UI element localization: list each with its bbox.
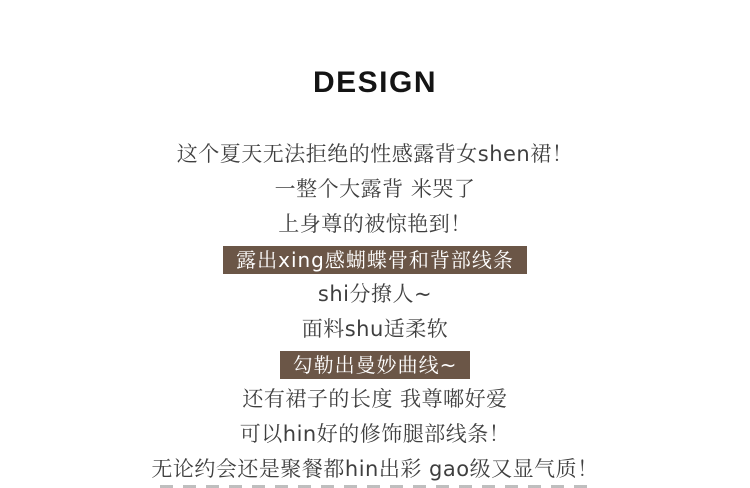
description-line [0, 137, 750, 172]
description-line [0, 312, 750, 347]
description-line [0, 207, 750, 242]
highlighted-text-bar: 露出xing感蝴蝶骨和背部线条 [223, 246, 527, 274]
description-line [0, 277, 750, 312]
description-line-text: shi分撩人~ [317, 282, 433, 306]
description-line [0, 382, 750, 417]
description-line-text: 这个夏天无法拒绝的性感露背女shen裙！ [176, 142, 574, 166]
description-line-text: 还有裙子的长度 我尊嘟好爱 [242, 387, 508, 411]
description-line [0, 417, 750, 452]
description-line [0, 347, 750, 382]
description-line-text: 上身尊的被惊艳到！ [278, 212, 472, 236]
description-line-text: 无论约会还是聚餐都hin出彩 gao级又显气质！ [151, 457, 599, 481]
description-text-block [0, 137, 750, 487]
section-title-design: DESIGN [312, 66, 438, 99]
description-line [0, 452, 750, 487]
highlighted-text-bar: 勾勒出曼妙曲线~ [280, 351, 471, 379]
description-line-text: 可以hin好的修饰腿部线条！ [239, 422, 511, 446]
description-line [0, 242, 750, 277]
description-line [0, 172, 750, 207]
description-line-text: 一整个大露背 米哭了 [274, 177, 476, 201]
description-line-text: 面料shu适柔软 [301, 317, 449, 341]
